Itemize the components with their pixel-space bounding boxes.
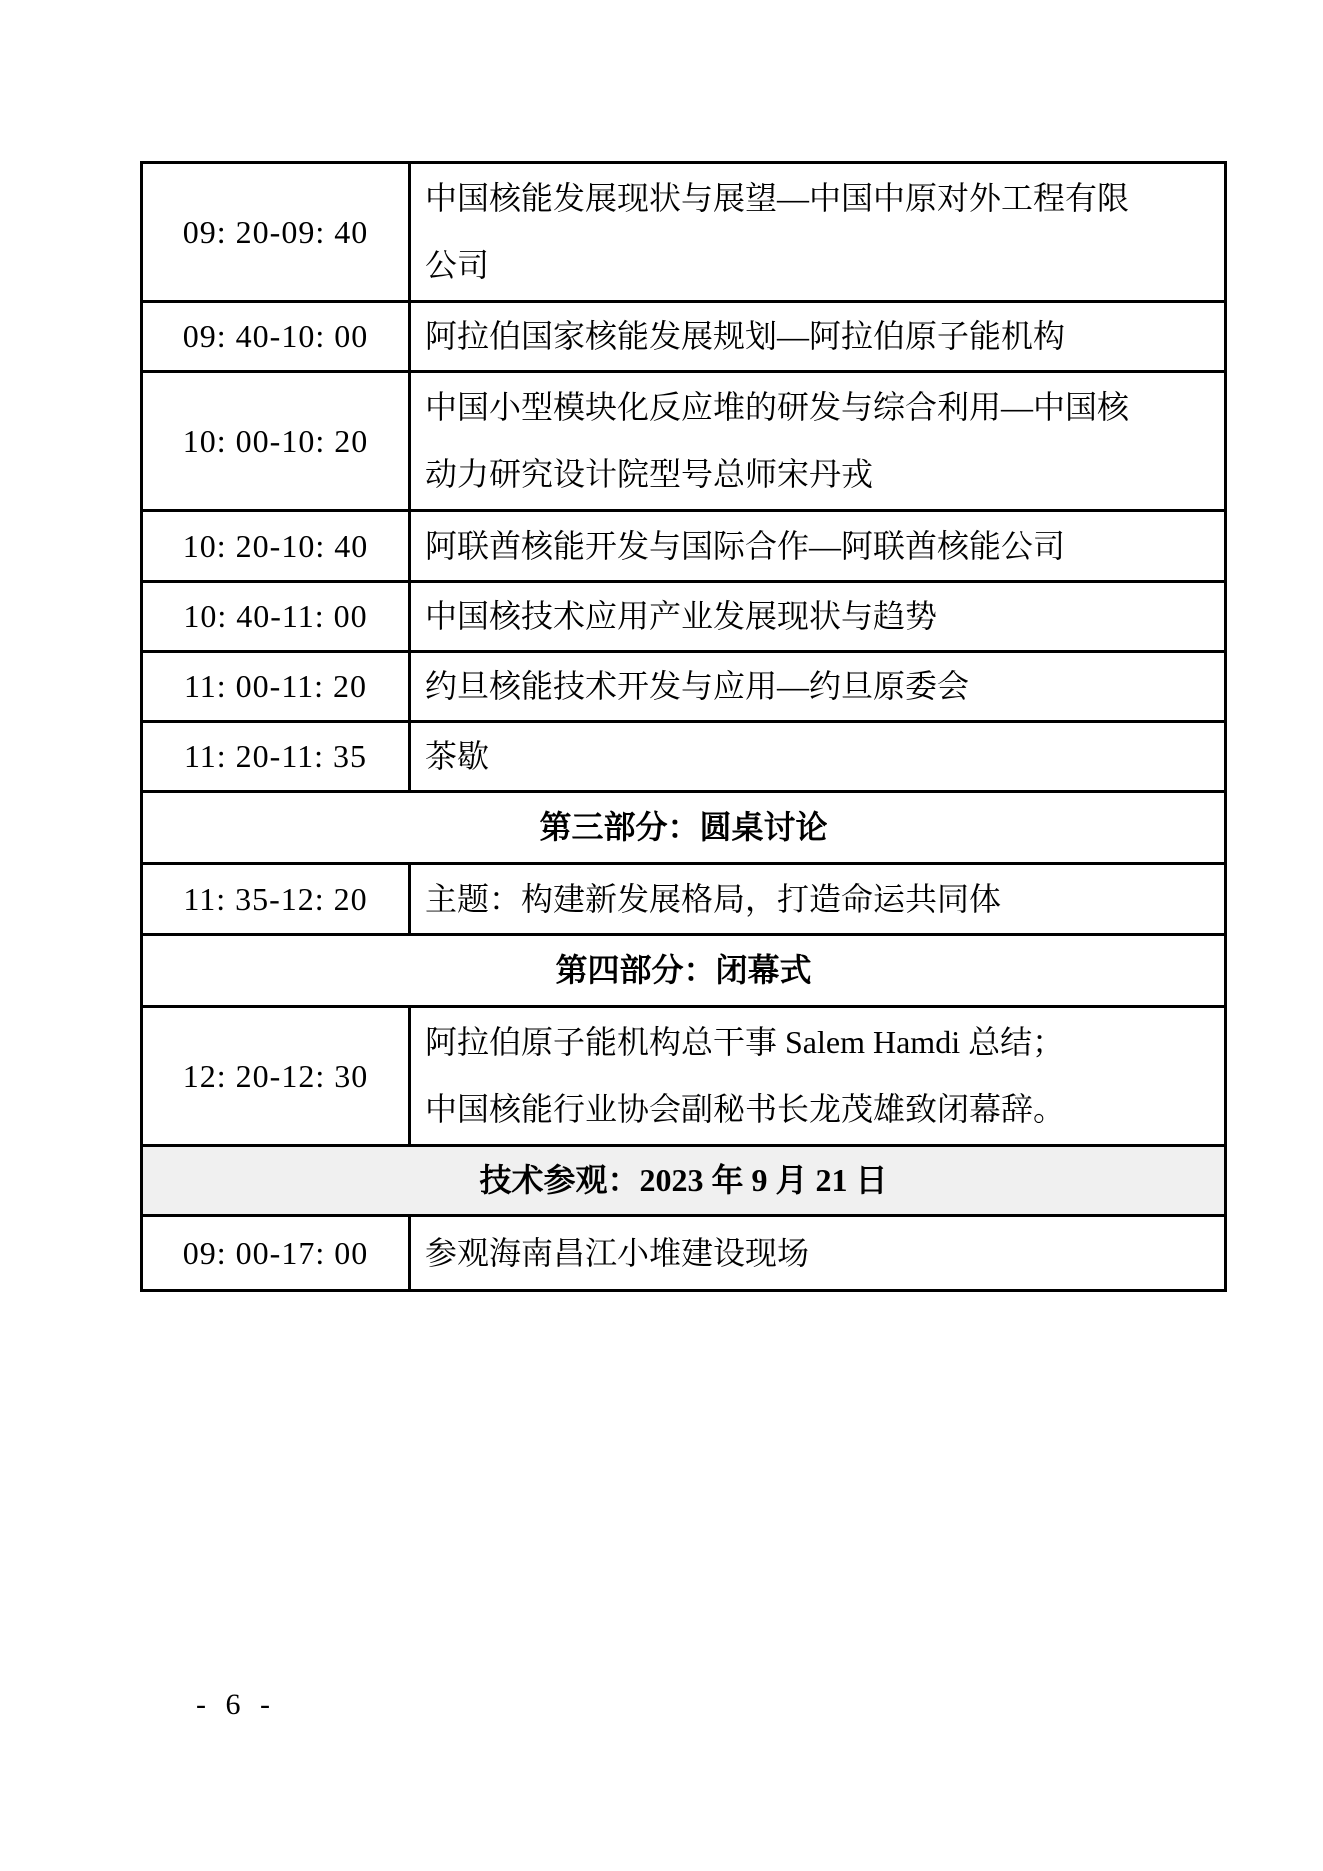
topic-line: 中国核能行业协会副秘书长龙茂雄致闭幕辞。 (425, 1091, 1066, 1127)
topic-cell (410, 864, 1226, 935)
time-cell: 09: 20-09: 40 (142, 163, 410, 302)
section-title: 第四部分：闭幕式 (142, 935, 1226, 1007)
time-cell: 10: 00-10: 20 (142, 372, 410, 511)
session-row (142, 372, 1226, 511)
session-row (142, 511, 1226, 582)
topic-line: 中国小型模块化反应堆的研发与综合利用—中国核 (425, 389, 1130, 425)
topic-cell (410, 163, 1226, 302)
topic-line: 中国核能发展现状与展望—中国中原对外工程有限 (425, 180, 1130, 216)
session-row (142, 163, 1226, 302)
session-row (142, 1216, 1226, 1291)
agenda-table (140, 161, 1227, 1292)
page-number: - 6 - (196, 1688, 276, 1721)
topic-cell (410, 372, 1226, 511)
topic-cell (410, 722, 1226, 792)
topic-cell (410, 1007, 1226, 1146)
session-row (142, 582, 1226, 652)
session-row (142, 652, 1226, 722)
session-row (142, 302, 1226, 372)
agenda-table-body (142, 163, 1226, 1291)
time-cell: 10: 20-10: 40 (142, 511, 410, 582)
session-row (142, 722, 1226, 792)
time-cell: 09: 40-10: 00 (142, 302, 410, 372)
time-cell: 11: 35-12: 20 (142, 864, 410, 935)
topic-cell (410, 582, 1226, 652)
topic-line: 茶歇 (425, 738, 490, 774)
section-title: 第三部分：圆桌讨论 (142, 792, 1226, 864)
topic-cell (410, 652, 1226, 722)
topic-line: 约旦核能技术开发与应用—约旦原委会 (425, 668, 970, 704)
topic-line: 主题：构建新发展格局，打造命运共同体 (425, 880, 1002, 917)
section-row (142, 792, 1226, 864)
time-cell: 11: 00-11: 20 (142, 652, 410, 722)
topic-line: 公司 (425, 247, 490, 283)
topic-line: 阿联酋核能开发与国际合作—阿联酋核能公司 (425, 527, 1066, 564)
topic-line: 动力研究设计院型号总师宋丹戎 (425, 456, 874, 492)
topic-cell (410, 511, 1226, 582)
topic-line: 参观海南昌江小堆建设现场 (425, 1234, 810, 1271)
topic-line: 阿拉伯原子能机构总干事 Salem Hamdi 总结； (425, 1024, 1065, 1060)
session-row (142, 1007, 1226, 1146)
time-cell: 09: 00-17: 00 (142, 1216, 410, 1291)
time-cell: 10: 40-11: 00 (142, 582, 410, 652)
time-cell: 12: 20-12: 30 (142, 1007, 410, 1146)
section-row (142, 935, 1226, 1007)
topic-line: 阿拉伯国家核能发展规划—阿拉伯原子能机构 (425, 318, 1066, 354)
section-row (142, 1146, 1226, 1216)
session-row (142, 864, 1226, 935)
shaded-section-title: 技术参观：2023 年 9 月 21 日 (142, 1146, 1226, 1216)
topic-cell (410, 302, 1226, 372)
topic-cell (410, 1216, 1226, 1291)
topic-line: 中国核技术应用产业发展现状与趋势 (425, 598, 938, 634)
time-cell: 11: 20-11: 35 (142, 722, 410, 792)
